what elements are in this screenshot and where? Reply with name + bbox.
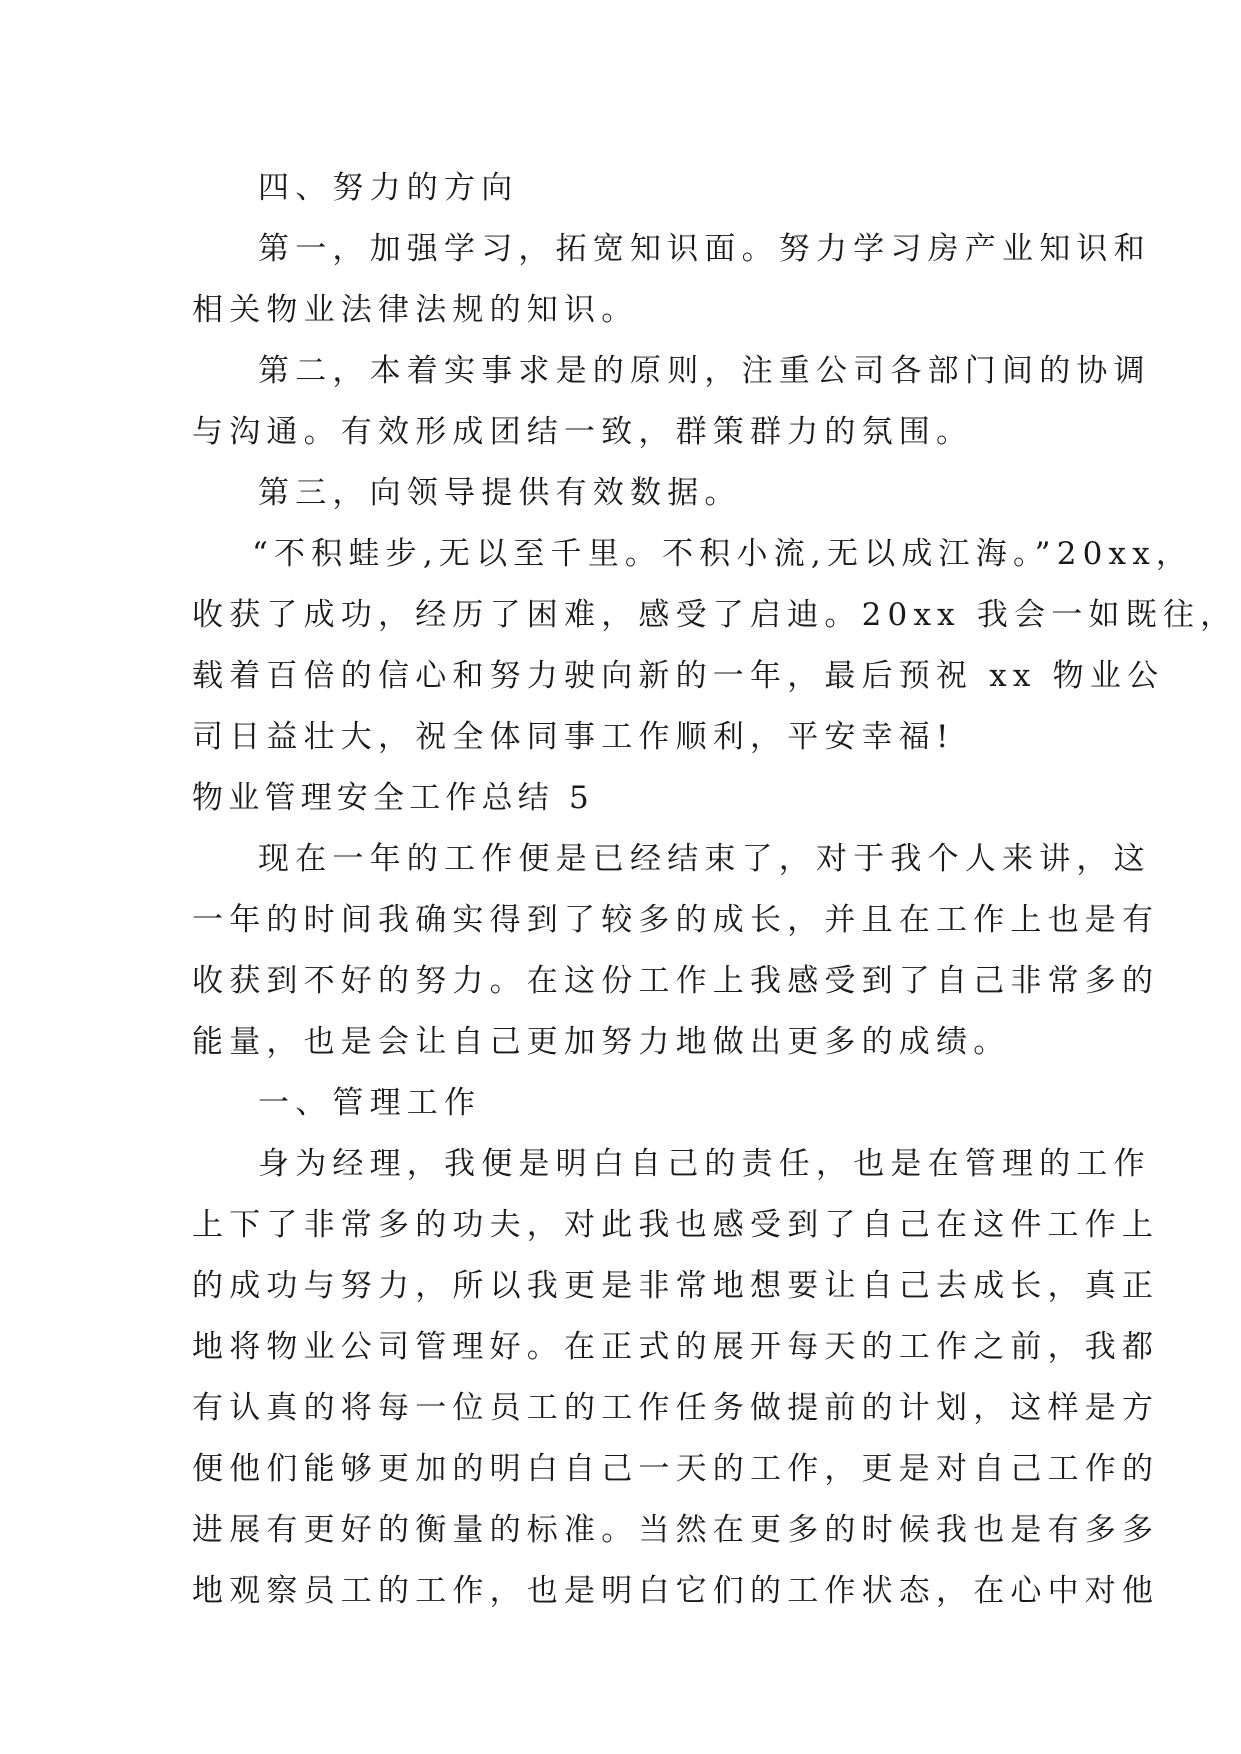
paragraph-line: 便他们能够更加的明白自己一天的工作，更是对自己工作的 — [192, 1451, 1160, 1487]
paragraph-line: 现在一年的工作便是已经结束了，对于我个人来讲，这 — [258, 841, 1151, 877]
paragraph-line: 上下了非常多的功夫，对此我也感受到了自己在这件工作上 — [192, 1207, 1160, 1243]
paragraph-line: 有认真的将每一位员工的工作任务做提前的计划，这样是方 — [192, 1390, 1160, 1426]
section-heading-direction: 四、努力的方向 — [258, 170, 519, 206]
paragraph-line: 司日益壮大，祝全体同事工作顺利，平安幸福! — [192, 719, 955, 755]
paragraph-line: 能量，也是会让自己更加努力地做出更多的成绩。 — [192, 1024, 1011, 1060]
paragraph-line: 第三，向领导提供有效数据。 — [258, 475, 742, 511]
paragraph-line: 载着百倍的信心和努力驶向新的一年，最后预祝 xx 物业公 — [192, 658, 1165, 694]
paragraph-line: 收获了成功，经历了困难，感受了启迪。20xx 我会一如既往， — [192, 597, 1238, 633]
document-page — [192, 158, 1238, 1622]
paragraph-line: 与沟通。有效形成团结一致，群策群力的氛围。 — [192, 414, 974, 450]
paragraph-line: 地观察员工的工作，也是明白它们的工作状态，在心中对他 — [192, 1573, 1160, 1609]
paragraph-line: 相关物业法律法规的知识。 — [192, 292, 639, 328]
quote-line: “不积蛙步,无以至千里。不积小流,无以成江海。”20xx， — [252, 536, 1194, 572]
paragraph-line: 进展有更好的衡量的标准。当然在更多的时候我也是有多多 — [192, 1512, 1160, 1548]
article-title: 物业管理安全工作总结 5 — [192, 780, 594, 816]
paragraph-line: 第一，加强学习，拓宽知识面。努力学习房产业知识和 — [258, 231, 1151, 267]
section-heading-management: 一、管理工作 — [258, 1085, 482, 1121]
paragraph-line: 收获到不好的努力。在这份工作上我感受到了自己非常多的 — [192, 963, 1160, 999]
paragraph-line: 一年的时间我确实得到了较多的成长，并且在工作上也是有 — [192, 902, 1160, 938]
paragraph-line: 的成功与努力，所以我更是非常地想要让自己去成长，真正 — [192, 1268, 1160, 1304]
paragraph-line: 身为经理，我便是明白自己的责任，也是在管理的工作 — [258, 1146, 1151, 1182]
paragraph-line: 地将物业公司管理好。在正式的展开每天的工作之前，我都 — [192, 1329, 1160, 1365]
paragraph-line: 第二，本着实事求是的原则，注重公司各部门间的协调 — [258, 353, 1151, 389]
